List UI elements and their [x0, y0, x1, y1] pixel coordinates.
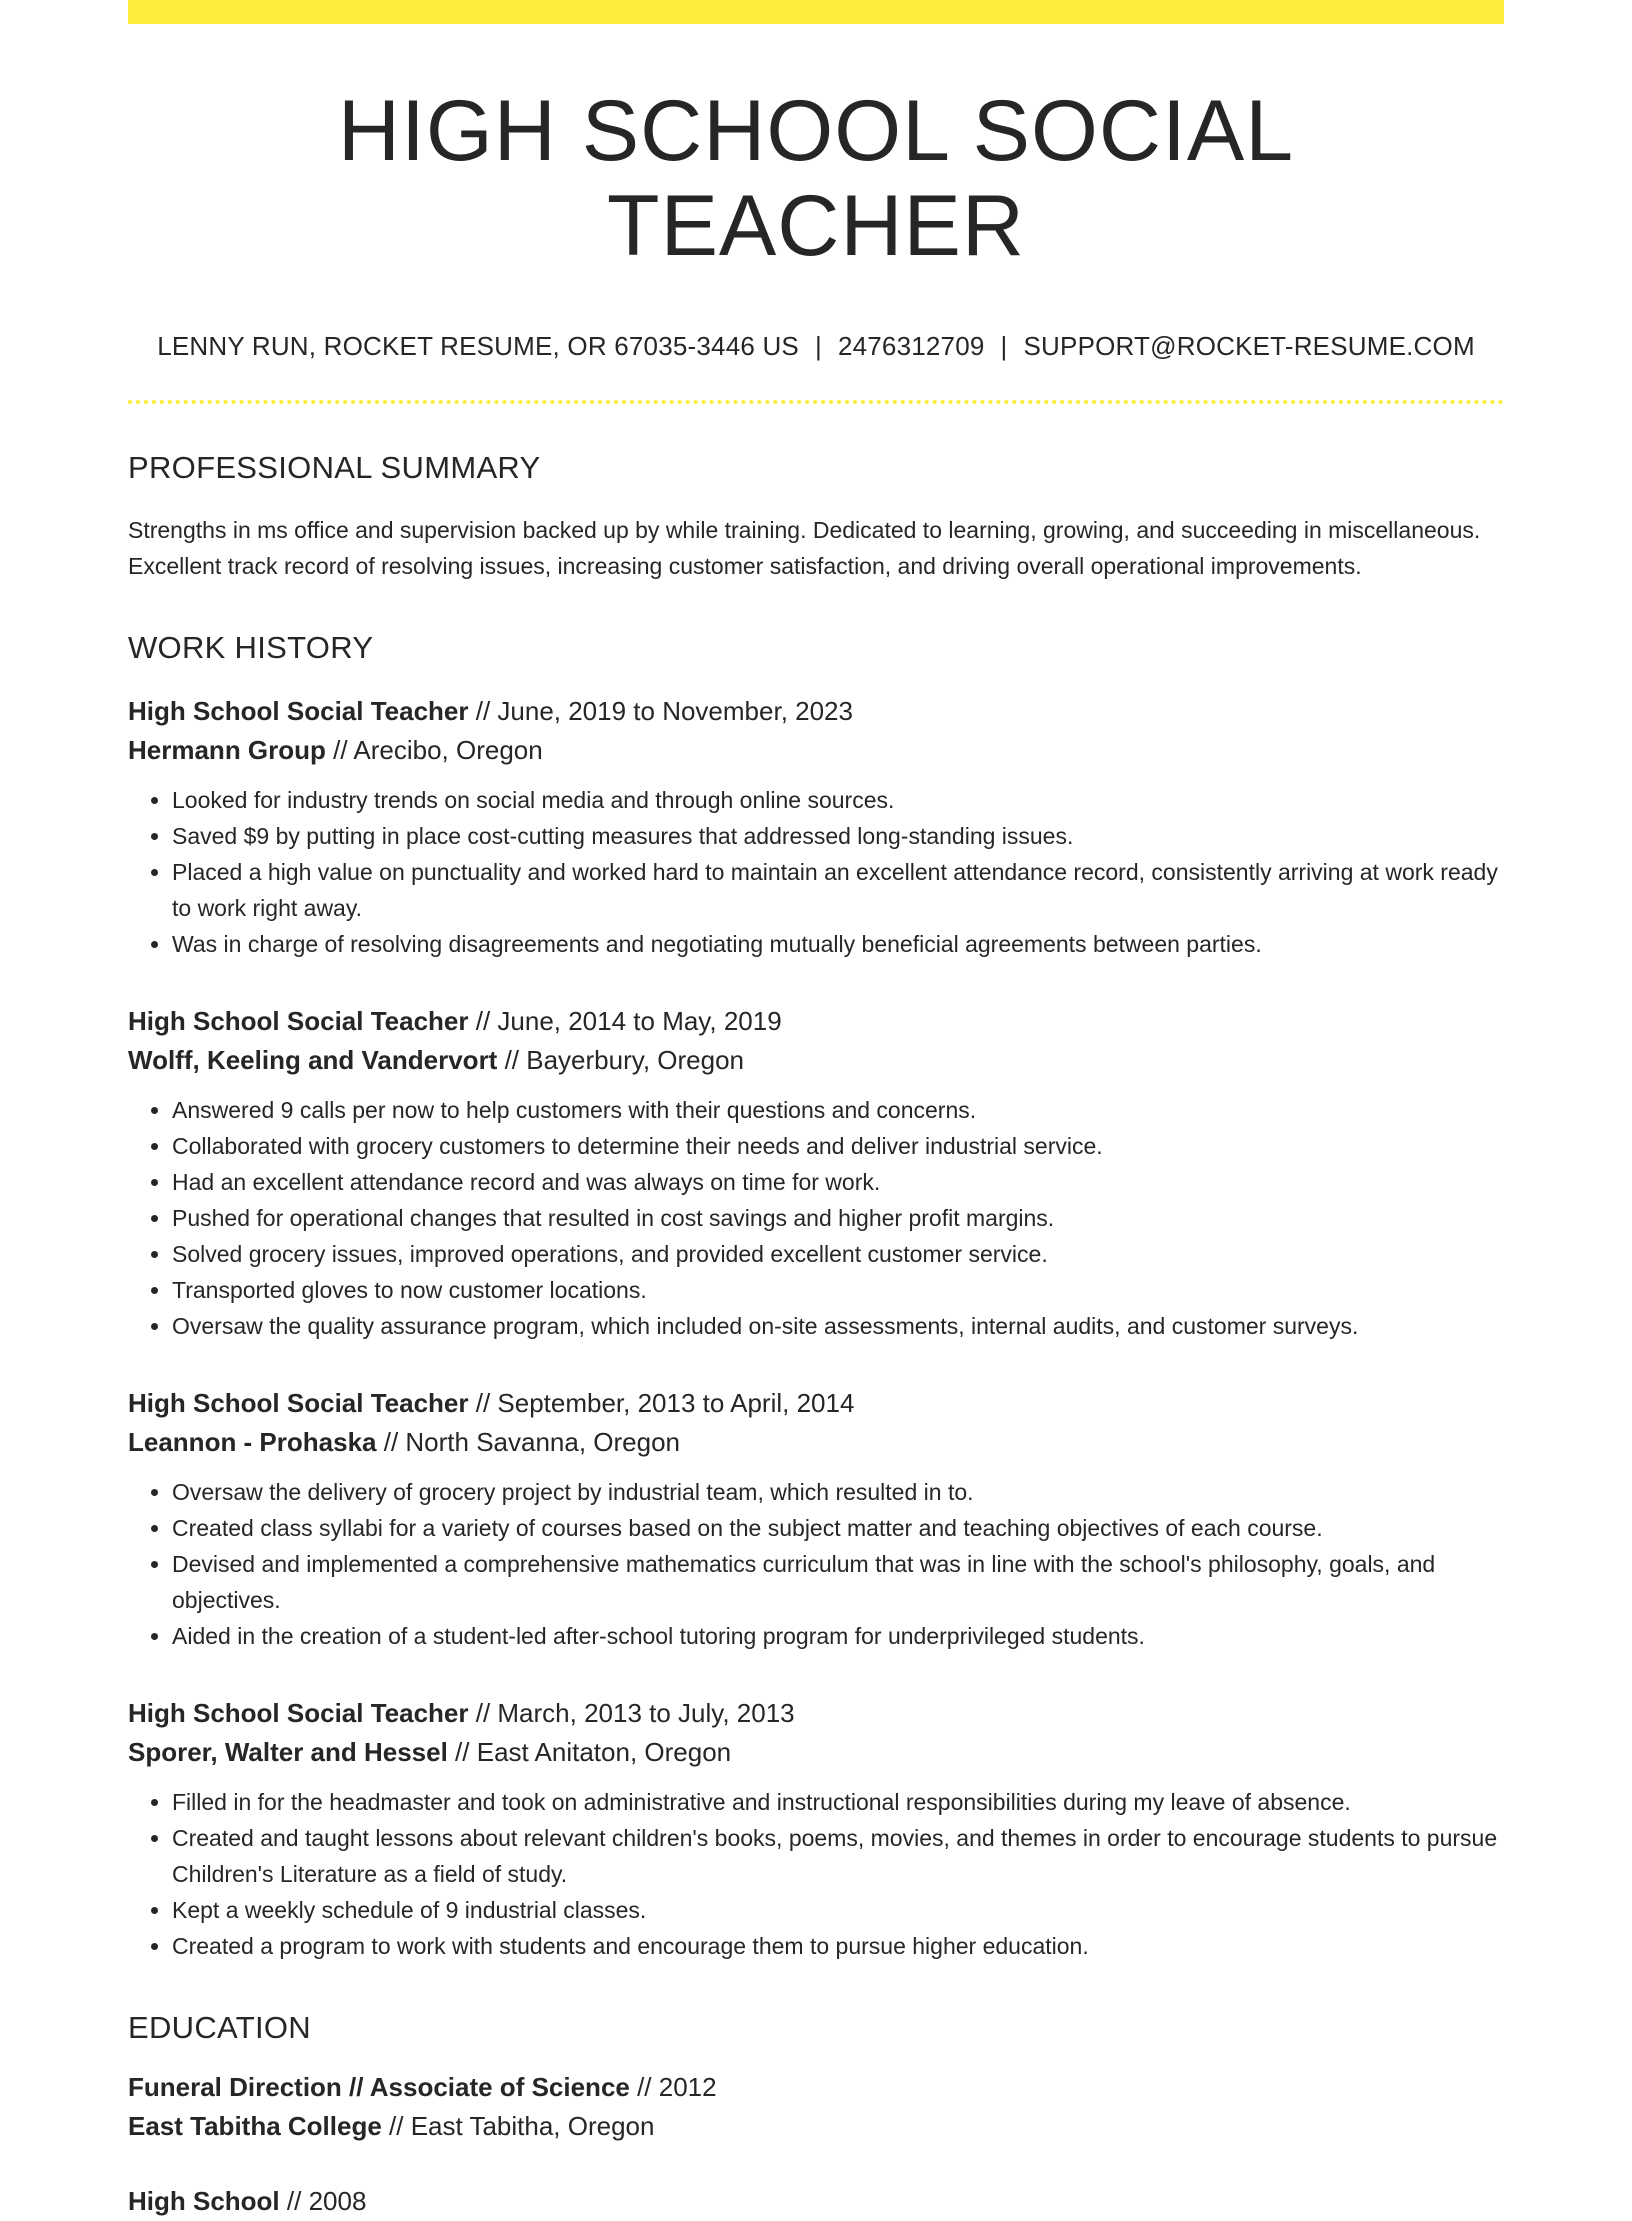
job-location: // East Anitaton, Oregon: [447, 1737, 732, 1768]
contact-separator: |: [814, 331, 822, 362]
job-location: // Bayerbury, Oregon: [497, 1045, 744, 1076]
job-bullets: [128, 782, 1504, 962]
contact-separator: |: [1000, 331, 1008, 362]
job-company: Sporer, Walter and Hessel: [128, 1737, 448, 1768]
education-year: // 2008: [279, 2186, 367, 2217]
job-company-line: [128, 1423, 1504, 1462]
job-title: High School Social Teacher: [128, 1698, 469, 1729]
contact-address: LENNY RUN, ROCKET RESUME, OR 67035-3446 US: [157, 331, 799, 362]
education-degree-line: [128, 2182, 1504, 2221]
job-bullet-item: • Devised and implemented a comprehensive mathematics curriculum that was in line with the school's philosophy, goals, and objectives.: [172, 1546, 1504, 1618]
job-location: // North Savanna, Oregon: [376, 1427, 681, 1458]
resume-page: [128, 0, 1504, 2221]
education-heading: EDUCATION: [128, 2010, 311, 2046]
education-school-line: [128, 2107, 1504, 2146]
job-title: High School Social Teacher: [128, 696, 469, 727]
education-entry: [128, 2182, 1504, 2221]
job-title-line: [128, 1002, 1504, 1041]
job-bullet-item: • Aided in the creation of a student-led after-school tutoring program for underprivileged students.: [172, 1618, 1504, 1654]
contact-email: SUPPORT@ROCKET-RESUME.COM: [1023, 331, 1475, 362]
job-title-line: [128, 1384, 1504, 1423]
job-bullet-item: • Collaborated with grocery customers to determine their needs and deliver industrial service.: [172, 1128, 1504, 1164]
job-dates: // June, 2014 to May, 2019: [468, 1006, 782, 1037]
education-degree-line: [128, 2068, 1504, 2107]
work-history-heading: WORK HISTORY: [128, 630, 374, 666]
job-bullet-item: • Created and taught lessons about relevant children's books, poems, movies, and themes in order to encourage students to pursue Children's Literature as a field of study.: [172, 1820, 1504, 1892]
job-bullets: [128, 1784, 1504, 1964]
education-degree: Funeral Direction // Associate of Science: [128, 2072, 630, 2103]
education-list: [128, 2068, 1504, 2221]
education-degree: High School: [128, 2186, 280, 2217]
job-title: High School Social Teacher: [128, 1388, 469, 1419]
job-bullet-item: • Solved grocery issues, improved operations, and provided excellent customer service.: [172, 1236, 1504, 1272]
education-location: // East Tabitha, Oregon: [381, 2111, 655, 2142]
job-company: Hermann Group: [128, 735, 326, 766]
contact-phone: 2476312709: [837, 331, 985, 362]
job-entry: [128, 692, 1504, 962]
work-history-list: [128, 692, 1504, 1964]
dotted-divider: [128, 400, 1504, 404]
job-entry: [128, 1694, 1504, 1964]
job-bullet-item: • Placed a high value on punctuality and worked hard to maintain an excellent attendance record, consistently arriving at work ready to work right away.: [172, 854, 1504, 926]
education-year: // 2012: [629, 2072, 717, 2103]
job-company-line: [128, 1733, 1504, 1772]
job-entry: [128, 1384, 1504, 1654]
education-school: East Tabitha College: [128, 2111, 382, 2142]
job-company: Wolff, Keeling and Vandervort: [128, 1045, 498, 1076]
job-bullet-item: • Oversaw the quality assurance program, which included on-site assessments, internal audits, and customer surveys.: [172, 1308, 1504, 1344]
summary-text: Strengths in ms office and supervision backed up by while training. Dedicated to learning, growing, and succeeding in miscellaneous. Excellent track record of resolving issues, increasing customer satisfaction, and driving overall operational improvements.: [128, 517, 1481, 580]
job-bullet-item: • Created a program to work with students and encourage them to pursue higher education.: [172, 1928, 1504, 1964]
job-dates: // September, 2013 to April, 2014: [468, 1388, 855, 1419]
job-entry: [128, 1002, 1504, 1344]
job-bullet-item: • Had an excellent attendance record and was always on time for work.: [172, 1164, 1504, 1200]
job-bullet-item: • Filled in for the headmaster and took on administrative and instructional responsibilities during my leave of absence.: [172, 1784, 1504, 1820]
job-title-line: [128, 692, 1504, 731]
job-company: Leannon - Prohaska: [128, 1427, 377, 1458]
education-entry: [128, 2068, 1504, 2146]
job-bullet-item: • Looked for industry trends on social media and through online sources.: [172, 782, 1504, 818]
job-bullet-item: • Pushed for operational changes that resulted in cost savings and higher profit margins.: [172, 1200, 1504, 1236]
top-accent-bar: [128, 0, 1504, 24]
contact-line: [128, 331, 1504, 362]
job-dates: // June, 2019 to November, 2023: [468, 696, 853, 727]
job-company-line: [128, 1041, 1504, 1080]
job-company-line: [128, 731, 1504, 770]
job-bullet-item: • Created class syllabi for a variety of courses based on the subject matter and teaching objectives of each course.: [172, 1510, 1504, 1546]
job-bullet-item: • Saved $9 by putting in place cost-cutting measures that addressed long-standing issues.: [172, 818, 1504, 854]
job-bullets: [128, 1092, 1504, 1344]
job-location: // Arecibo, Oregon: [325, 735, 543, 766]
job-title-line: [128, 1694, 1504, 1733]
job-dates: // March, 2013 to July, 2013: [468, 1698, 795, 1729]
job-bullet-item: • Answered 9 calls per now to help customers with their questions and concerns.: [172, 1092, 1504, 1128]
job-bullets: [128, 1474, 1504, 1654]
job-bullet-item: • Oversaw the delivery of grocery project by industrial team, which resulted in to.: [172, 1474, 1504, 1510]
job-title: High School Social Teacher: [128, 1006, 469, 1037]
job-bullet-item: • Was in charge of resolving disagreements and negotiating mutually beneficial agreements between parties.: [172, 926, 1504, 962]
job-bullet-item: • Kept a weekly schedule of 9 industrial classes.: [172, 1892, 1504, 1928]
job-bullet-item: • Transported gloves to now customer locations.: [172, 1272, 1504, 1308]
page-title: HIGH SCHOOL SOCIAL TEACHER: [337, 83, 1295, 274]
summary-heading: PROFESSIONAL SUMMARY: [128, 450, 541, 486]
